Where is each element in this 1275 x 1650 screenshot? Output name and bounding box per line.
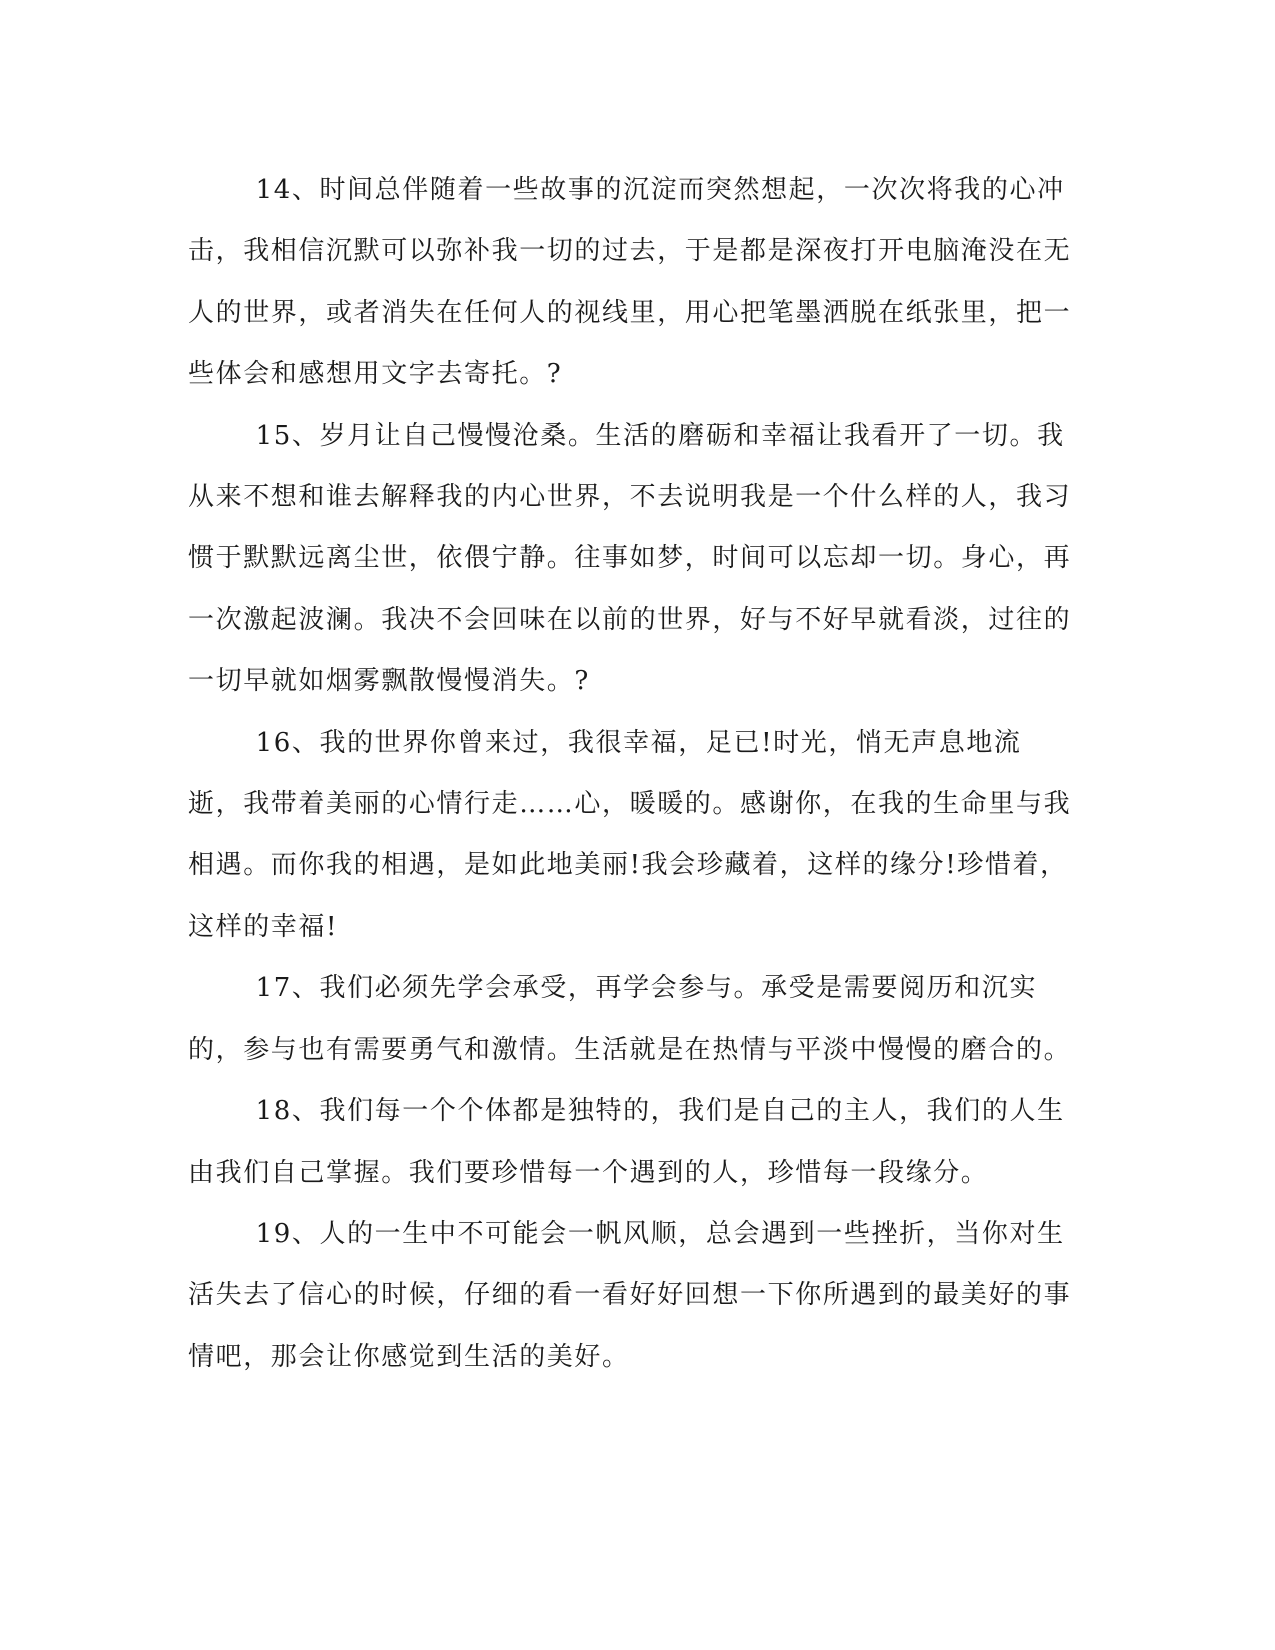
paragraph-19: 19、人的一生中不可能会一帆风顺，总会遇到一些挫折，当你对生活失去了信心的时候，仔细的看一看好好回想一下你所遇到的最美好的事情吧，那会让你感觉到生活的美好。 (188, 1218, 1072, 1372)
paragraph-15: 15、岁月让自己慢慢沧桑。生活的磨砺和幸福让我看开了一切。我从来不想和谁去解释我的内心世界，不去说明我是一个什么样的人，我习惯于默默远离尘世，依偎宁静。往事如梦，时间可以忘却一切。身心，再一次激起波澜。我决不会回味在以前的世界，好与不好早就看淡，过往的一切早就如烟雾飘散慢慢消失。? (188, 420, 1072, 697)
paragraph-16: 16、我的世界你曾来过，我很幸福，足已!时光，悄无声息地流逝，我带着美丽的心情行走……心，暖暖的。感谢你，在我的生命里与我相遇。而你我的相遇，是如此地美丽!我会珍藏着，这样的缘分!珍惜着，这样的幸福! (188, 727, 1072, 942)
paragraph-17: 17、我们必须先学会承受，再学会参与。承受是需要阅历和沉实的，参与也有需要勇气和激情。生活就是在热情与平淡中慢慢的磨合的。 (188, 973, 1072, 1065)
document-body (188, 160, 1073, 1388)
paragraph-14: 14、时间总伴随着一些故事的沉淀而突然想起，一次次将我的心冲击，我相信沉默可以弥补我一切的过去，于是都是深夜打开电脑淹没在无人的世界，或者消失在任何人的视线里，用心把笔墨洒脱在纸张里，把一些体会和感想用文字去寄托。? (188, 175, 1072, 390)
paragraph-18: 18、我们每一个个体都是独特的，我们是自己的主人，我们的人生由我们自己掌握。我们要珍惜每一个遇到的人，珍惜每一段缘分。 (188, 1096, 1065, 1188)
